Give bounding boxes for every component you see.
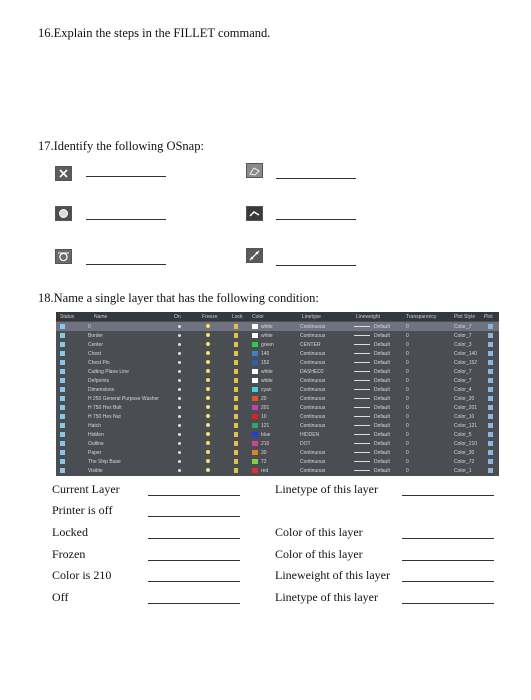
plot-printer-icon[interactable] <box>488 405 493 410</box>
col-plot-style: Plot Style <box>454 314 476 320</box>
answer-line[interactable] <box>402 538 494 539</box>
layer-on-icon[interactable] <box>178 325 181 328</box>
answer-line[interactable] <box>276 265 356 266</box>
layer-status-icon <box>60 333 65 338</box>
plot-printer-icon[interactable] <box>488 441 493 446</box>
layer-lineweight: Default <box>374 468 390 474</box>
condition-label: Printer is off <box>52 503 113 517</box>
answer-line[interactable] <box>402 495 494 496</box>
layer-row[interactable] <box>56 331 499 340</box>
layer-lock-icon[interactable] <box>234 360 238 365</box>
plot-printer-icon[interactable] <box>488 342 493 347</box>
layer-name: H 750 Hex Nut <box>88 414 121 420</box>
layer-lineweight: Default <box>374 360 390 366</box>
layer-freeze-icon[interactable] <box>206 342 210 346</box>
layer-linetype: Continuous <box>300 468 326 474</box>
answer-line[interactable] <box>402 581 494 582</box>
layer-lock-icon[interactable] <box>234 450 238 455</box>
lineweight-sample <box>354 398 370 399</box>
plot-printer-icon[interactable] <box>488 351 493 356</box>
lineweight-sample <box>354 371 370 372</box>
answer-line[interactable] <box>148 560 240 561</box>
condition-label: Locked <box>52 525 88 539</box>
answer-line[interactable] <box>402 603 494 604</box>
layer-row[interactable] <box>56 358 499 367</box>
layer-name: The Ship Base <box>88 459 121 465</box>
layer-linetype: Continuous <box>300 423 326 429</box>
layer-color-swatch[interactable] <box>252 378 258 383</box>
lineweight-sample <box>354 470 370 471</box>
layer-status-icon <box>60 396 65 401</box>
osnap-center-icon <box>55 206 72 221</box>
layer-status-icon <box>60 441 65 446</box>
layer-freeze-icon[interactable] <box>206 423 210 427</box>
question-18: 18.Name a single layer that has the following condition: <box>38 291 319 305</box>
layer-freeze-icon[interactable] <box>206 360 210 364</box>
layer-color: blue <box>261 432 271 438</box>
layer-linetype: DASHED2 <box>300 369 324 375</box>
layer-on-icon[interactable] <box>178 352 181 355</box>
layer-lock-icon[interactable] <box>234 351 238 356</box>
plot-printer-icon[interactable] <box>488 432 493 437</box>
layer-color: white <box>261 369 273 375</box>
layer-color: 121 <box>261 423 270 429</box>
layer-name: Center <box>88 342 104 348</box>
layer-freeze-icon[interactable] <box>206 396 210 400</box>
layer-color: 72 <box>261 459 267 465</box>
plot-printer-icon[interactable] <box>488 324 493 329</box>
condition-label: Off <box>52 590 69 604</box>
layer-lineweight: Default <box>374 441 390 447</box>
col-color: Color <box>252 314 264 320</box>
layer-plot-style: Color_1 <box>454 468 472 474</box>
layer-plot-style: Color_7 <box>454 369 472 375</box>
lineweight-sample <box>354 434 370 435</box>
layer-name: Cutting Plane Line <box>88 369 129 375</box>
plot-printer-icon[interactable] <box>488 360 493 365</box>
layer-row[interactable] <box>56 349 499 358</box>
layer-plot-style: Color_201 <box>454 405 478 411</box>
layer-name: Visible <box>88 468 103 474</box>
question-17: 17.Identify the following OSnap: <box>38 139 204 153</box>
layer-lineweight: Default <box>374 459 390 465</box>
layer-color: 152 <box>261 360 270 366</box>
layer-transparency: 0 <box>406 432 409 438</box>
layer-lock-icon[interactable] <box>234 378 238 383</box>
layer-transparency: 0 <box>406 342 409 348</box>
layer-row[interactable] <box>56 322 499 331</box>
layer-color-swatch[interactable] <box>252 423 258 428</box>
layer-transparency: 0 <box>406 441 409 447</box>
col-transparency: Transparency <box>406 314 437 320</box>
layer-plot-style: Color_4 <box>454 387 472 393</box>
layer-on-icon[interactable] <box>178 361 181 364</box>
lineweight-sample <box>354 389 370 390</box>
plot-printer-icon[interactable] <box>488 396 493 401</box>
layer-on-icon[interactable] <box>178 379 181 382</box>
layer-lineweight: Default <box>374 423 390 429</box>
layer-lineweight: Default <box>374 405 390 411</box>
layer-freeze-icon[interactable] <box>206 459 210 463</box>
layer-linetype: Continuous <box>300 324 326 330</box>
layer-table-header <box>56 312 499 321</box>
layer-status-icon <box>60 414 65 419</box>
layer-color-swatch[interactable] <box>252 459 258 464</box>
layer-freeze-icon[interactable] <box>206 450 210 454</box>
plot-printer-icon[interactable] <box>488 378 493 383</box>
layer-row[interactable] <box>56 403 499 412</box>
answer-line[interactable] <box>86 219 166 220</box>
layer-row[interactable] <box>56 457 499 466</box>
layer-color: 10 <box>261 414 267 420</box>
condition-label: Linetype of this layer <box>275 590 378 604</box>
plot-printer-icon[interactable] <box>488 450 493 455</box>
layer-transparency: 0 <box>406 405 409 411</box>
layer-lock-icon[interactable] <box>234 324 238 329</box>
osnap-perpendicular-icon <box>246 206 263 221</box>
lineweight-sample <box>354 335 370 336</box>
layer-plot-style: Color_152 <box>454 360 478 366</box>
layer-name: Border <box>88 333 104 339</box>
layer-linetype: Continuous <box>300 450 326 456</box>
answer-line[interactable] <box>86 176 166 177</box>
layer-on-icon[interactable] <box>178 442 181 445</box>
layer-freeze-icon[interactable] <box>206 333 210 337</box>
col-status: Status <box>60 314 75 320</box>
layer-color-swatch[interactable] <box>252 405 258 410</box>
layer-freeze-icon[interactable] <box>206 387 210 391</box>
lineweight-sample <box>354 461 370 462</box>
layer-row[interactable] <box>56 430 499 439</box>
layer-row[interactable] <box>56 412 499 421</box>
layer-linetype: Continuous <box>300 396 326 402</box>
layer-linetype: Continuous <box>300 414 326 420</box>
layer-lineweight: Default <box>374 414 390 420</box>
osnap-intersection-icon <box>55 166 72 181</box>
layer-on-icon[interactable] <box>178 343 181 346</box>
layer-name: H 250 General Purpose Washer <box>88 396 159 402</box>
osnap-extension-icon <box>246 248 263 263</box>
layer-name: Chest Pin <box>88 360 110 366</box>
layer-color-swatch[interactable] <box>252 387 258 392</box>
lineweight-sample <box>354 362 370 363</box>
lineweight-sample <box>354 326 370 327</box>
layer-transparency: 0 <box>406 450 409 456</box>
layer-name: Dimensions <box>88 387 115 393</box>
answer-line[interactable] <box>402 560 494 561</box>
question-16: 16.Explain the steps in the FILLET command. <box>38 26 271 40</box>
layer-on-icon[interactable] <box>178 334 181 337</box>
layer-transparency: 0 <box>406 369 409 375</box>
layer-linetype: HIDDEN <box>300 432 320 438</box>
layer-color: red <box>261 468 269 474</box>
lineweight-sample <box>354 425 370 426</box>
layer-color: white <box>261 333 273 339</box>
layer-color-swatch[interactable] <box>252 414 258 419</box>
layer-transparency: 0 <box>406 324 409 330</box>
layer-lock-icon[interactable] <box>234 468 238 473</box>
layer-row[interactable] <box>56 394 499 403</box>
layer-name: H 750 Hex Bolt <box>88 405 122 411</box>
layer-lock-icon[interactable] <box>234 333 238 338</box>
lineweight-sample <box>354 353 370 354</box>
plot-printer-icon[interactable] <box>488 468 493 473</box>
osnap-tangent-icon <box>55 249 72 264</box>
layer-plot-style: Color_30 <box>454 450 475 456</box>
layer-color: 140 <box>261 351 270 357</box>
col-linetype: Linetype <box>302 314 321 320</box>
condition-label: Linetype of this layer <box>275 482 378 496</box>
answer-line[interactable] <box>276 219 356 220</box>
layer-transparency: 0 <box>406 396 409 402</box>
layer-name: 0 <box>88 324 91 330</box>
layer-manager-table <box>56 312 499 476</box>
layer-status-icon <box>60 459 65 464</box>
layer-lineweight: Default <box>374 378 390 384</box>
layer-status-icon <box>60 468 65 473</box>
layer-color-swatch[interactable] <box>252 441 258 446</box>
layer-color-swatch[interactable] <box>252 450 258 455</box>
layer-plot-style: Color_5 <box>454 432 472 438</box>
layer-color-swatch[interactable] <box>252 351 258 356</box>
layer-linetype: Continuous <box>300 333 326 339</box>
layer-color-swatch[interactable] <box>252 396 258 401</box>
layer-linetype: Continuous <box>300 459 326 465</box>
layer-linetype: Continuous <box>300 405 326 411</box>
col-plot: Plot <box>484 314 493 320</box>
condition-label: Lineweight of this layer <box>275 568 390 582</box>
col-on: On <box>174 314 181 320</box>
layer-row[interactable] <box>56 340 499 349</box>
layer-row[interactable] <box>56 466 499 475</box>
plot-printer-icon[interactable] <box>488 369 493 374</box>
lineweight-sample <box>354 380 370 381</box>
layer-transparency: 0 <box>406 468 409 474</box>
col-lineweight: Lineweight <box>356 314 380 320</box>
layer-lineweight: Default <box>374 396 390 402</box>
layer-lock-icon[interactable] <box>234 387 238 392</box>
layer-lineweight: Default <box>374 369 390 375</box>
layer-color-swatch[interactable] <box>252 333 258 338</box>
layer-transparency: 0 <box>406 423 409 429</box>
layer-lock-icon[interactable] <box>234 405 238 410</box>
layer-lineweight: Default <box>374 351 390 357</box>
plot-printer-icon[interactable] <box>488 459 493 464</box>
layer-status-icon <box>60 450 65 455</box>
layer-lock-icon[interactable] <box>234 396 238 401</box>
layer-on-icon[interactable] <box>178 397 181 400</box>
layer-status-icon <box>60 432 65 437</box>
condition-label: Color is 210 <box>52 568 112 582</box>
layer-freeze-icon[interactable] <box>206 414 210 418</box>
condition-label: Color of this layer <box>275 547 363 561</box>
layer-lineweight: Default <box>374 387 390 393</box>
layer-lock-icon[interactable] <box>234 414 238 419</box>
condition-label: Frozen <box>52 547 86 561</box>
col-name: Name <box>94 314 108 320</box>
layer-plot-style: Color_20 <box>454 396 475 402</box>
lineweight-sample <box>354 407 370 408</box>
layer-plot-style: Color_7 <box>454 324 472 330</box>
layer-on-icon[interactable] <box>178 469 181 472</box>
answer-line[interactable] <box>148 581 240 582</box>
layer-color: 30 <box>261 450 267 456</box>
layer-color-swatch[interactable] <box>252 432 258 437</box>
layer-color: white <box>261 378 273 384</box>
col-lock: Lock <box>232 314 243 320</box>
layer-freeze-icon[interactable] <box>206 432 210 436</box>
layer-row[interactable] <box>56 439 499 448</box>
layer-plot-style: Color_10 <box>454 414 475 420</box>
layer-freeze-icon[interactable] <box>206 441 210 445</box>
layer-lock-icon[interactable] <box>234 441 238 446</box>
layer-lineweight: Default <box>374 333 390 339</box>
layer-plot-style: Color_140 <box>454 351 478 357</box>
layer-plot-style: Color_210 <box>454 441 478 447</box>
answer-line[interactable] <box>148 603 240 604</box>
layer-on-icon[interactable] <box>178 433 181 436</box>
layer-transparency: 0 <box>406 387 409 393</box>
layer-color: cyan <box>261 387 272 393</box>
layer-lineweight: Default <box>374 324 390 330</box>
lineweight-sample <box>354 416 370 417</box>
layer-linetype: CENTER <box>300 342 321 348</box>
layer-freeze-icon[interactable] <box>206 378 210 382</box>
layer-color: white <box>261 324 273 330</box>
layer-status-icon <box>60 369 65 374</box>
layer-color-swatch[interactable] <box>252 369 258 374</box>
answer-line[interactable] <box>148 538 240 539</box>
layer-freeze-icon[interactable] <box>206 468 210 472</box>
layer-on-icon[interactable] <box>178 406 181 409</box>
plot-printer-icon[interactable] <box>488 387 493 392</box>
layer-lock-icon[interactable] <box>234 342 238 347</box>
layer-status-icon <box>60 423 65 428</box>
layer-plot-style: Color_121 <box>454 423 478 429</box>
layer-color-swatch[interactable] <box>252 324 258 329</box>
plot-printer-icon[interactable] <box>488 333 493 338</box>
layer-lock-icon[interactable] <box>234 432 238 437</box>
layer-status-icon <box>60 360 65 365</box>
layer-row[interactable] <box>56 385 499 394</box>
layer-on-icon[interactable] <box>178 460 181 463</box>
layer-row[interactable] <box>56 448 499 457</box>
layer-row[interactable] <box>56 421 499 430</box>
layer-freeze-icon[interactable] <box>206 369 210 373</box>
layer-freeze-icon[interactable] <box>206 324 210 328</box>
layer-color: 210 <box>261 441 270 447</box>
layer-plot-style: Color_72 <box>454 459 475 465</box>
layer-color: 201 <box>261 405 270 411</box>
layer-lineweight: Default <box>374 432 390 438</box>
layer-linetype: Continuous <box>300 378 326 384</box>
plot-printer-icon[interactable] <box>488 414 493 419</box>
lineweight-sample <box>354 344 370 345</box>
layer-transparency: 0 <box>406 351 409 357</box>
layer-status-icon <box>60 351 65 356</box>
layer-color: green <box>261 342 274 348</box>
layer-transparency: 0 <box>406 459 409 465</box>
col-freeze: Freeze <box>202 314 218 320</box>
layer-on-icon[interactable] <box>178 451 181 454</box>
layer-transparency: 0 <box>406 360 409 366</box>
layer-color-swatch[interactable] <box>252 468 258 473</box>
answer-line[interactable] <box>148 516 240 517</box>
layer-linetype: Continuous <box>300 387 326 393</box>
layer-row[interactable] <box>56 367 499 376</box>
layer-status-icon <box>60 378 65 383</box>
layer-freeze-icon[interactable] <box>206 351 210 355</box>
lineweight-sample <box>354 452 370 453</box>
answer-line[interactable] <box>276 178 356 179</box>
layer-status-icon <box>60 387 65 392</box>
layer-lineweight: Default <box>374 342 390 348</box>
answer-line[interactable] <box>148 495 240 496</box>
layer-transparency: 0 <box>406 333 409 339</box>
layer-status-icon <box>60 405 65 410</box>
layer-name: Hatch <box>88 423 102 429</box>
layer-plot-style: Color_3 <box>454 342 472 348</box>
layer-name: Outline <box>88 441 104 447</box>
layer-name: Defpoints <box>88 378 110 384</box>
layer-linetype: Continuous <box>300 351 326 357</box>
layer-on-icon[interactable] <box>178 388 181 391</box>
layer-status-icon <box>60 324 65 329</box>
lineweight-sample <box>354 443 370 444</box>
layer-on-icon[interactable] <box>178 424 181 427</box>
answer-line[interactable] <box>86 264 166 265</box>
layer-transparency: 0 <box>406 414 409 420</box>
plot-printer-icon[interactable] <box>488 423 493 428</box>
layer-on-icon[interactable] <box>178 370 181 373</box>
layer-color-swatch[interactable] <box>252 360 258 365</box>
layer-plot-style: Color_7 <box>454 378 472 384</box>
layer-name: Paper <box>88 450 102 456</box>
layer-linetype: Continuous <box>300 360 326 366</box>
layer-lock-icon[interactable] <box>234 459 238 464</box>
layer-row[interactable] <box>56 376 499 385</box>
condition-label: Current Layer <box>52 482 120 496</box>
layer-color: 20 <box>261 396 267 402</box>
layer-plot-style: Color_7 <box>454 333 472 339</box>
layer-lineweight: Default <box>374 450 390 456</box>
layer-on-icon[interactable] <box>178 415 181 418</box>
osnap-nearest-icon <box>246 163 263 178</box>
layer-color-swatch[interactable] <box>252 342 258 347</box>
layer-name: Hidden <box>88 432 104 438</box>
layer-lock-icon[interactable] <box>234 423 238 428</box>
layer-name: Chest <box>88 351 102 357</box>
layer-linetype: DOT <box>300 441 311 447</box>
layer-status-icon <box>60 342 65 347</box>
layer-transparency: 0 <box>406 378 409 384</box>
layer-freeze-icon[interactable] <box>206 405 210 409</box>
layer-lock-icon[interactable] <box>234 369 238 374</box>
condition-label: Color of this layer <box>275 525 363 539</box>
